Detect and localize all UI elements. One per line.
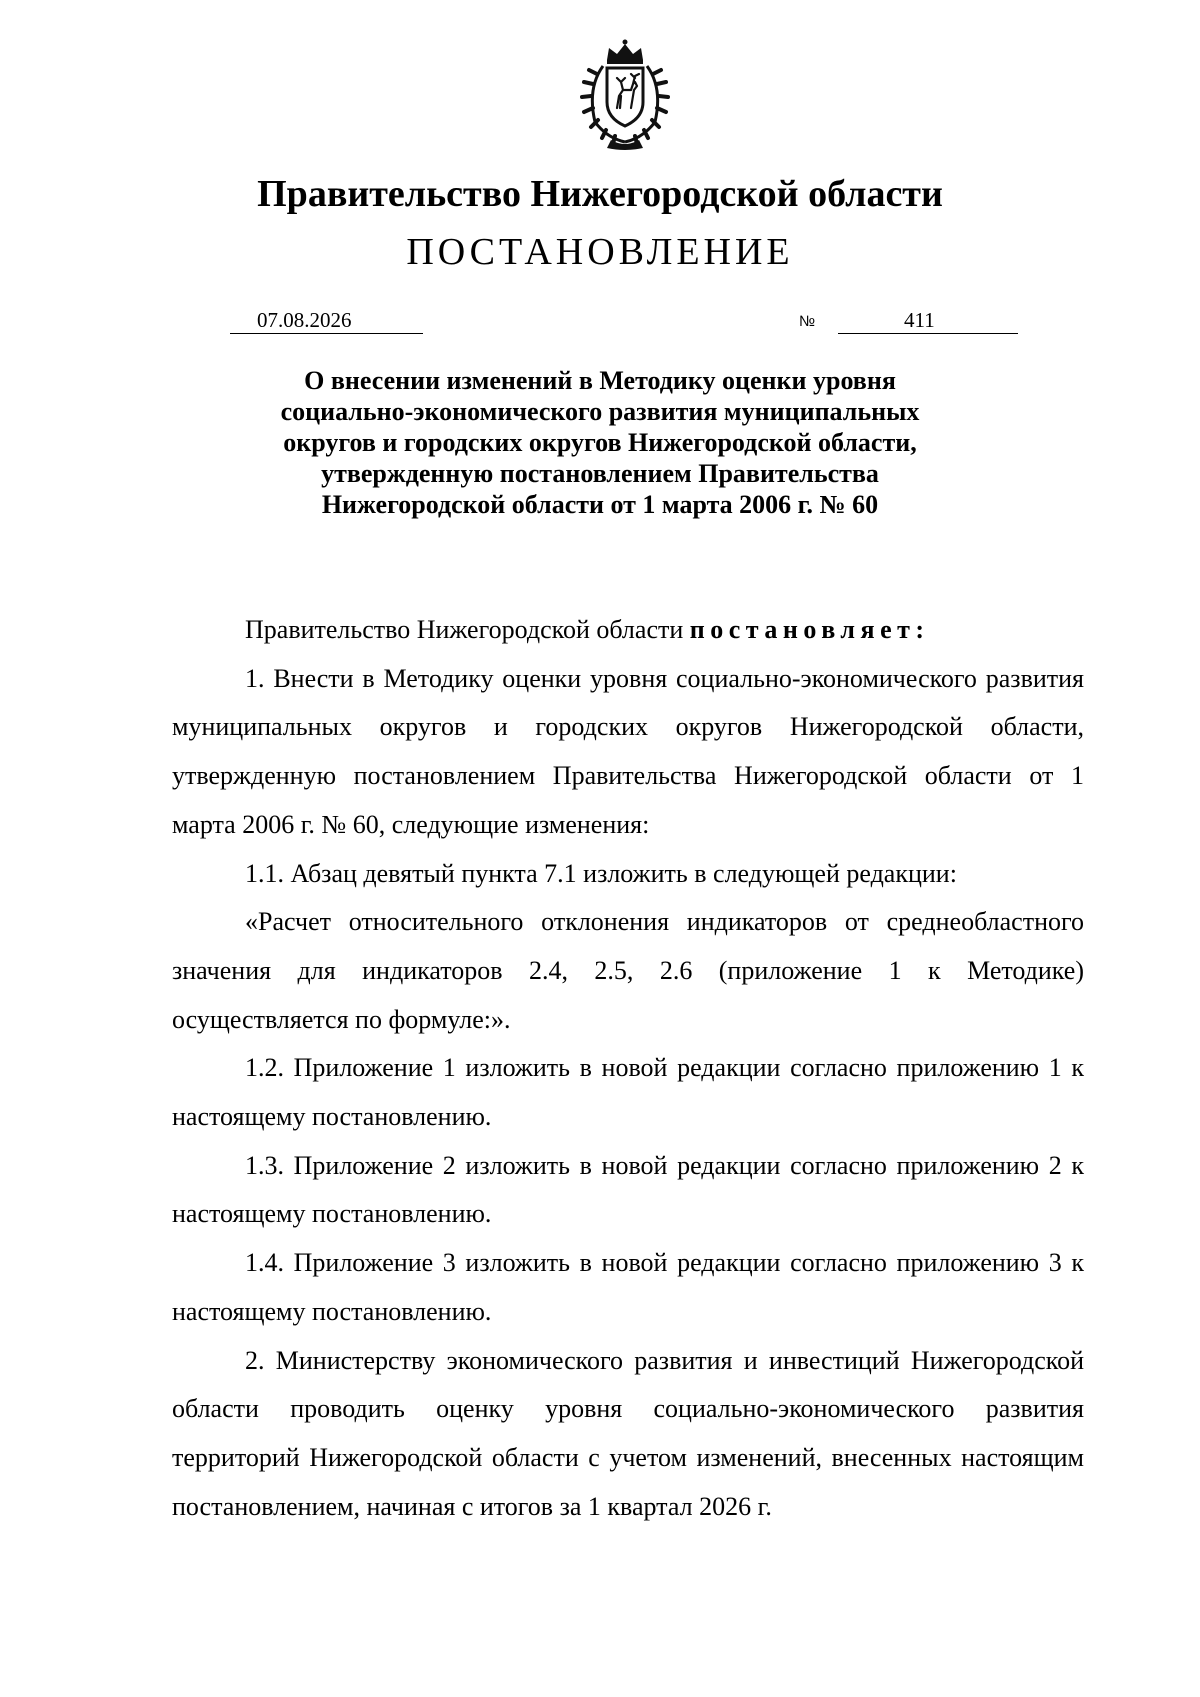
document-type: ПОСТАНОВЛЕНИЕ <box>406 231 794 273</box>
number-label: № <box>799 313 816 330</box>
subject-line: утвержденную постановлением Правительства <box>321 459 879 488</box>
preamble-paragraph <box>172 606 1084 655</box>
paragraph-2: 2. Министерству экономического развития и инвестиций Нижегородской области проводить оценку уровня социально-экономического развития территорий Нижегородской области с учетом изменений, внесенных настоящим постановлением, начиная с итогов за 1 квартал 2026 г. <box>172 1345 1084 1521</box>
paragraph-1: 1. Внести в Методику оценки уровня социально-экономического развития муниципальных округов и городских округов Нижегородской области, утвержденную постановлением Правительства Нижегородской области от 1 марта 2006 г. № 60, следующие изменения: <box>172 663 1084 839</box>
paragraph-1-2: 1.2. Приложение 1 изложить в новой редакции согласно приложению 1 к настоящему постановлению. <box>172 1053 1084 1132</box>
subject-line: О внесении изменений в Методику оценки уровня <box>304 366 896 395</box>
document-number: 411 <box>904 308 935 332</box>
document-body <box>172 606 1084 1531</box>
paragraph-1-1-quote: «Расчет относительного отклонения индикаторов от среднеобластного значения для индикаторов 2.4, 2.5, 2.6 (приложение 1 к Методике) осуществляется по формуле:». <box>172 907 1084 1034</box>
document-date: 07.08.2026 <box>257 308 352 332</box>
paragraph-1-1: 1.1. Абзац девятый пункта 7.1 изложить в следующей редакции: <box>245 858 957 888</box>
coat-of-arms-icon <box>573 38 677 150</box>
paragraph-1-4: 1.4. Приложение 3 изложить в новой редакции согласно приложению 3 к настоящему постановлению. <box>172 1248 1084 1326</box>
document-number-field <box>838 307 1018 334</box>
preamble-text: Правительство Нижегородской области <box>245 615 690 644</box>
subject-line: округов и городских округов Нижегородской области, <box>283 428 917 457</box>
document-subject <box>200 365 1000 520</box>
paragraph-1-3: 1.3. Приложение 2 изложить в новой редакции согласно приложению 2 к настоящему постановлению. <box>172 1150 1084 1229</box>
organization-title: Правительство Нижегородской области <box>257 173 943 215</box>
subject-line: социально-экономического развития муниципальных <box>280 397 920 426</box>
subject-line: Нижегородской области от 1 марта 2006 г. № 60 <box>321 490 879 519</box>
document-date-field <box>230 307 423 334</box>
preamble-keyword: постановляет: <box>689 615 930 644</box>
